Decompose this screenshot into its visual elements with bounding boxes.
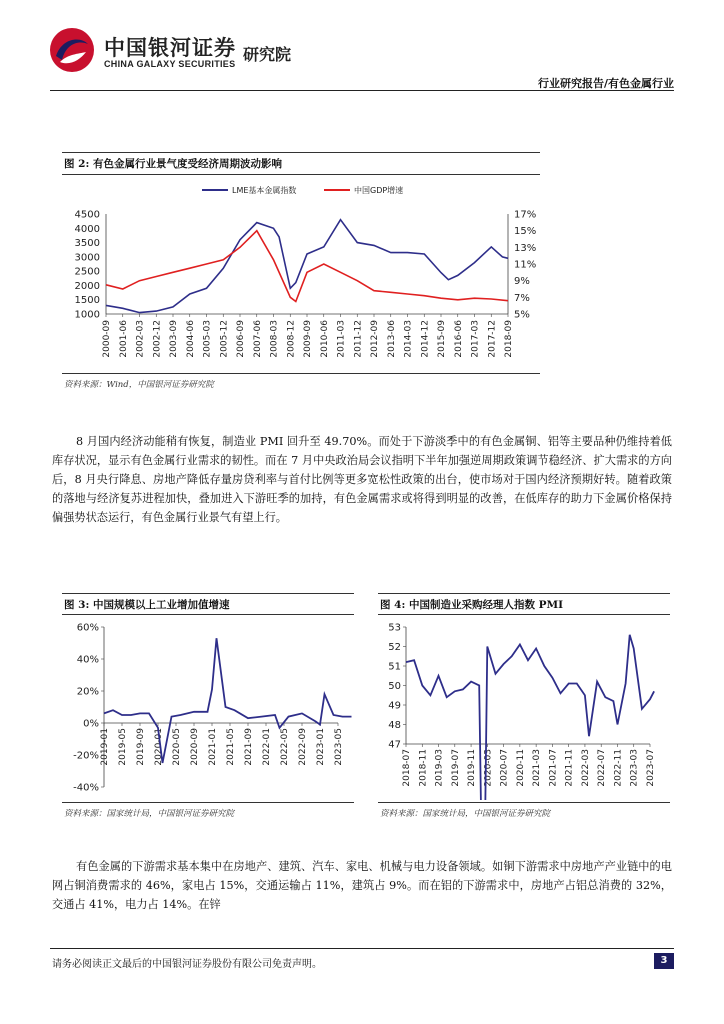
x-tick-label: 2023-01 — [316, 728, 326, 766]
figure2-title: 图 2: 有色金属行业景气度受经济周期波动影响 — [64, 158, 282, 170]
y-tick-label: 48 — [388, 720, 401, 731]
x-tick-label: 2019-01 — [100, 728, 110, 766]
left-y-tick-label: 3500 — [74, 238, 100, 250]
x-tick-label: 2016-06 — [453, 320, 464, 358]
x-tick-label: 2014-12 — [420, 320, 431, 358]
figure3-title: 图 3: 中国规模以上工业增加值增速 — [64, 599, 230, 611]
x-tick-label: 2011-03 — [336, 320, 347, 358]
y-tick-label: 0% — [83, 718, 99, 730]
y-tick-label: 40% — [76, 654, 99, 666]
figure2-title-rule — [62, 174, 540, 175]
x-tick-label: 2015-09 — [437, 320, 447, 358]
x-tick-label: 2021-03 — [532, 749, 543, 787]
figure3-source: 资料来源：国家统计局，中国银河证券研究院 — [64, 809, 235, 819]
x-tick-label: 2021-07 — [548, 749, 559, 787]
right-y-tick-label: 13% — [514, 242, 537, 254]
x-tick-label: 2014-03 — [403, 320, 414, 358]
left-y-tick-label: 2000 — [74, 280, 100, 292]
figure3-chart — [62, 616, 354, 800]
y-tick-label: 53 — [388, 622, 401, 634]
right-y-tick-label: 17% — [514, 209, 537, 221]
x-tick-label: 2021-11 — [564, 749, 575, 787]
figure2-source: 资料来源：Wind，中国银河证券研究院 — [64, 380, 214, 390]
legend-label-1: LME基本金属指数 — [232, 186, 297, 195]
x-tick-label: 2012-09 — [370, 320, 380, 358]
x-tick-label: 2004-06 — [185, 320, 196, 358]
left-y-tick-label: 4500 — [74, 209, 100, 221]
x-tick-label: 2022-03 — [580, 749, 591, 787]
x-tick-label: 2019-03 — [434, 749, 445, 787]
x-tick-label: 2002-12 — [152, 320, 163, 358]
body-paragraph-2: 有色金属的下游需求基本集中在房地产、建筑、汽车、家电、机械与电力设备领域。如铜下游需求中房地产产业链中的电网占铜消费需求的 46%，家电占 15%，交通运输占 11%，建筑占 9%。而在铝的下游需求中，房地产占铝总消费的 32%，交通占 41%，电力占 14%。在锌 — [52, 860, 672, 911]
body-paragraph-1: 8 月国内经济动能稍有恢复，制造业 PMI 回升至 49.70%。而处于下游淡季中的有色金属铜、铝等主要品种仍维持着低库存状况，显示有色金属行业需求的韧性。而在 7 月中央政治局会议指明下半年加强逆周期政策调节稳经济、扩大需求的方向后，8 月央行降息、房地产降低存量房贷利率与首付比例等更多宽松性政策的出台，使市场对于国内经济预期好转。随着政策的落地与经济复苏进程加快，叠加进入下游旺季的加持，有色金属需求或将得到明显的改善，在低库存的助力下金属价格保持偏强势状态运行，有色金属行业景气有望上行。 — [52, 435, 672, 524]
y-tick-label: -40% — [73, 782, 99, 794]
x-tick-label: 2021-05 — [226, 728, 236, 766]
y-tick-label: 51 — [388, 661, 401, 673]
right-y-tick-label: 7% — [514, 292, 530, 304]
x-tick-label: 2019-07 — [450, 749, 461, 787]
footer-disclaimer: 请务必阅读正文最后的中国银河证券股份有限公司免责声明。 — [52, 959, 322, 970]
series-line-2 — [106, 231, 508, 302]
x-tick-label: 2018-09 — [504, 320, 514, 358]
x-tick-label: 2020-11 — [515, 749, 526, 787]
x-tick-label: 2000-09 — [102, 320, 112, 358]
x-tick-label: 2017-03 — [470, 320, 481, 358]
x-tick-label: 2013-06 — [386, 320, 397, 358]
right-y-tick-label: 9% — [514, 276, 530, 288]
x-tick-label: 2017-12 — [487, 320, 498, 358]
figure4-bottom-rule — [378, 802, 670, 803]
figure2-top-rule — [62, 152, 540, 153]
x-tick-label: 2018-07 — [402, 749, 412, 787]
x-tick-label: 2019-11 — [467, 749, 478, 787]
x-tick-label: 2022-09 — [298, 728, 308, 766]
figure3-top-rule — [62, 593, 354, 594]
header-divider — [50, 90, 674, 91]
x-tick-label: 2022-01 — [262, 728, 272, 766]
x-tick-label: 2007-06 — [252, 320, 263, 358]
x-tick-label: 2010-06 — [319, 320, 330, 358]
company-name-cn: 中国银河证券 — [104, 36, 236, 60]
y-tick-label: 47 — [388, 739, 401, 751]
footer-divider — [50, 948, 674, 949]
y-tick-label: 60% — [76, 622, 99, 634]
figure2-chart — [62, 178, 542, 368]
x-tick-label: 2023-05 — [334, 728, 344, 766]
left-y-tick-label: 3000 — [74, 252, 100, 264]
institute-label: 研究院 — [243, 45, 292, 64]
x-tick-label: 2008-03 — [269, 320, 280, 358]
x-tick-label: 2020-09 — [190, 728, 200, 766]
legend-label-2: 中国GDP增速 — [354, 186, 404, 195]
x-tick-label: 2003-09 — [169, 320, 179, 358]
x-tick-label: 2008-12 — [286, 320, 297, 358]
page-number: 3 — [654, 953, 674, 969]
figure3-title-rule — [62, 614, 354, 615]
left-y-tick-label: 2500 — [74, 266, 100, 278]
x-tick-label: 2022-07 — [597, 749, 608, 787]
right-y-tick-label: 5% — [514, 309, 530, 321]
x-tick-label: 2023-03 — [629, 749, 640, 787]
company-name-en: CHINA GALAXY SECURITIES — [104, 59, 236, 69]
x-tick-label: 2018-11 — [418, 749, 429, 787]
x-tick-label: 2001-06 — [118, 320, 129, 358]
x-tick-label: 2011-12 — [353, 320, 364, 358]
x-tick-label: 2009-09 — [303, 320, 313, 358]
x-tick-label: 2020-01 — [154, 728, 164, 766]
figure4-title-rule — [378, 614, 670, 615]
y-tick-label: 50 — [388, 681, 401, 692]
right-y-tick-label: 15% — [514, 226, 537, 238]
x-tick-label: 2020-07 — [499, 749, 510, 787]
x-tick-label: 2019-09 — [136, 728, 146, 766]
y-tick-label: 49 — [388, 700, 401, 712]
left-y-tick-label: 4000 — [74, 223, 100, 235]
figure2-bottom-rule — [62, 373, 540, 374]
figure4-source: 资料来源：国家统计局，中国银河证券研究院 — [380, 809, 551, 819]
y-tick-label: 52 — [388, 642, 401, 653]
left-y-tick-label: 1000 — [74, 309, 100, 321]
x-tick-label: 2021-01 — [208, 728, 218, 766]
x-tick-label: 2006-09 — [236, 320, 246, 358]
x-tick-label: 2002-03 — [135, 320, 146, 358]
report-type: 行业研究报告/有色金属行业 — [537, 77, 674, 90]
x-tick-label: 2020-03 — [483, 749, 494, 787]
company-logo — [48, 26, 96, 74]
x-tick-label: 2022-11 — [613, 749, 624, 787]
y-tick-label: 20% — [76, 686, 99, 698]
x-tick-label: 2005-03 — [202, 320, 213, 358]
x-tick-label: 2021-09 — [244, 728, 254, 766]
figure4-top-rule — [378, 593, 670, 594]
x-tick-label: 2019-05 — [118, 728, 128, 766]
right-y-tick-label: 11% — [514, 259, 537, 271]
y-tick-label: -20% — [73, 750, 99, 762]
left-y-tick-label: 1500 — [74, 295, 100, 307]
x-tick-label: 2020-05 — [172, 728, 182, 766]
figure4-chart — [378, 616, 670, 800]
x-tick-label: 2023-07 — [646, 749, 656, 787]
x-tick-label: 2022-05 — [280, 728, 290, 766]
x-tick-label: 2005-12 — [219, 320, 230, 358]
figure4-title: 图 4: 中国制造业采购经理人指数 PMI — [380, 599, 564, 611]
figure3-bottom-rule — [62, 802, 354, 803]
